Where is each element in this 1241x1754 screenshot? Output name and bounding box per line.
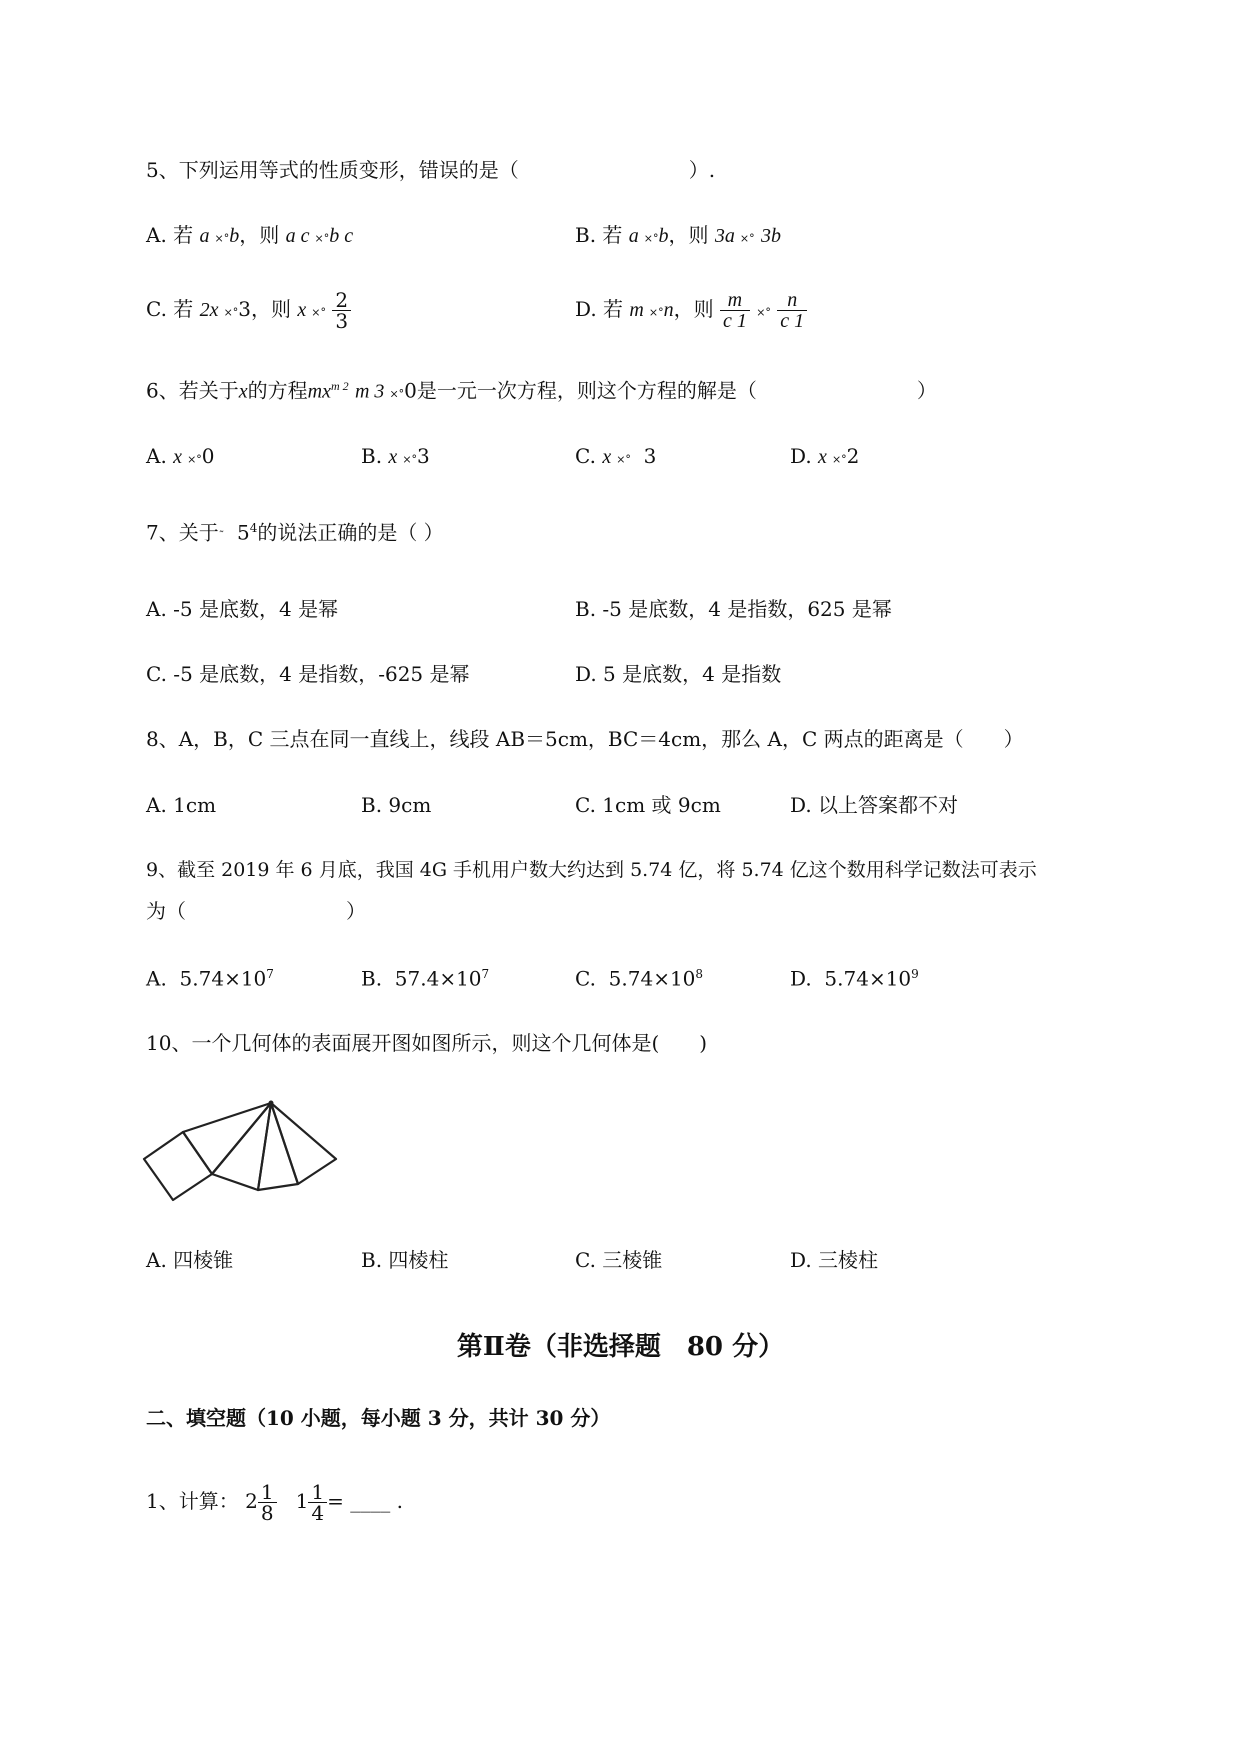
q10-option-b: B. 四棱柱 [361,1248,449,1272]
q6-option-a: A. x ×°0 [146,444,215,468]
q8-option-c: C. 1cm 或 9cm [575,793,721,817]
q5-option-d: D. 若 m ×°n，则 $\frac{m}{c 1}$ ×° $\frac{n}{c 1}$ [575,290,807,331]
fraction-n-over-c2-1: $\frac{n}{c 1}$ [777,290,807,331]
q8-option-d: D. 以上答案都不对 [790,793,959,817]
fraction-m-over-c2-1: $\frac{m}{c 1}$ [720,290,750,331]
section2-heading: 二、填空题（10 小题，每小题 3 分，共计 30 分） [146,1406,611,1430]
q10-option-c: C. 三棱锥 [575,1248,663,1272]
q9-option-c: C. $5.74\times 10^8$ [575,966,704,991]
q7-option-a: A. -5 是底数，4 是幂 [146,597,339,621]
q9-option-d: D. $5.74\times 10^9$ [790,966,919,991]
q9-stem-line2: 为（ ） [146,899,366,923]
net-triangle-face-3 [258,1103,298,1190]
fraction-1-4: $\frac{1}{4}$ [308,1482,327,1523]
net-triangle-face-2 [212,1103,271,1190]
q9-stem-line1: 9、截至 2019 年 6 月底，我国 4G 手机用户数大约达到 5.74 亿，将 5.74 亿这个数用科学记数法可表示 [146,859,1037,881]
fill-q1: 1、计算： 2 $\frac{1}{8}$ 1 $\frac{1}{4}$ = ____ . [146,1480,403,1525]
q9-option-b: B. $57.4\times 10^7$ [361,966,490,991]
q8-stem: 8、A，B，C 三点在同一直线上，线段 AB＝5cm，BC＝4cm，那么 A，C 两点的距离是（ ） [146,727,1024,751]
fraction-1-8: $\frac{1}{8}$ [258,1482,277,1523]
net-square-face [144,1132,212,1200]
q10-option-d: D. 三棱柱 [790,1248,879,1272]
net-triangle-face-4 [271,1103,336,1184]
apex-point [269,1101,274,1106]
q6-option-b: B. x ×°3 [361,444,430,468]
q9-option-a: A. $5.74\times 10^7$ [146,966,274,991]
net-triangle-face-1 [183,1103,271,1174]
fraction-2-3: $\frac{2}{3}$ [332,290,351,331]
q7-option-c: C. -5 是底数，4 是指数，-625 是幂 [146,662,470,686]
q6-option-c: C. x ×° 3 [575,444,657,468]
q6-option-d: D. x ×°2 [790,444,860,468]
q5-stem: 5、下列运用等式的性质变形，错误的是（ ）. [146,158,716,182]
q8-option-a: A. 1cm [146,793,217,817]
q7-option-b: B. -5 是底数，4 是指数，625 是幂 [575,597,892,621]
q7-stem: 7、关于˜ $5^4$的说法正确的是（ ） [146,520,444,545]
q10-stem: 10、一个几何体的表面展开图如图所示，则这个几何体是( ) [146,1031,708,1055]
section-title: 第Ⅱ卷（非选择题 80 分） [456,1332,785,1362]
q5-option-c: C. 若 2x ×°3，则 x ×° $\frac{2}{3}$ [146,290,351,331]
q5-option-a: A. 若 a ×°b，则 a c ×°b c [146,223,354,247]
net-diagram [140,1096,340,1206]
q5-option-b: B. 若 a ×°b，则 3a ×° 3b [575,223,781,247]
q8-option-b: B. 9cm [361,793,432,817]
q7-option-d: D. 5 是底数，4 是指数 [575,662,782,686]
q10-option-a: A. 四棱锥 [146,1248,234,1272]
q6-stem: 6、若关于x的方程$mx^{m 2}$ m 3 ×°0是一元一次方程，则这个方程的解是（ ） [146,378,937,403]
